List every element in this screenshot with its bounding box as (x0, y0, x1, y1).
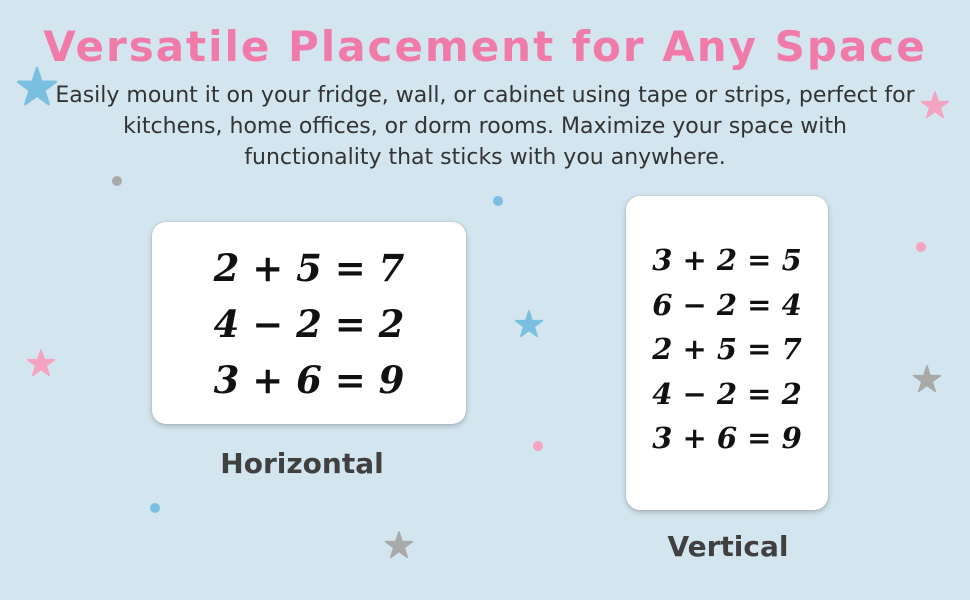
gray-star-icon (914, 366, 941, 391)
equation: 4 − 2 = 2 (213, 302, 405, 346)
blue-dot-icon (493, 196, 503, 206)
equation-list (152, 240, 466, 408)
pink-star-icon (28, 350, 55, 375)
gray-dot-icon (112, 176, 122, 186)
equation: 2 + 5 = 7 (652, 332, 802, 366)
equation: 3 + 2 = 5 (652, 243, 802, 277)
description-text: Easily mount it on your fridge, wall, or cabinet using tape or strips, perfect for kitchens, home offices, or dorm rooms. Maximize your space with functionality that sticks with you anywhere. (55, 83, 915, 170)
blue-dot-icon (150, 503, 160, 513)
equation: 3 + 6 = 9 (213, 358, 405, 402)
vertical-card (626, 196, 828, 510)
horizontal-card (152, 222, 466, 424)
equation: 4 − 2 = 2 (652, 376, 802, 411)
horizontal-caption: Horizontal (220, 447, 384, 480)
blue-star-icon (516, 311, 543, 336)
pink-star-icon (922, 92, 949, 117)
page-title: Versatile Placement for Any Space (43, 22, 927, 71)
vertical-caption: Vertical (667, 530, 789, 563)
pink-dot-icon (533, 441, 543, 451)
equation: 6 − 2 = 4 (652, 287, 802, 322)
equation: 3 + 6 = 9 (652, 421, 802, 455)
equation-list (626, 238, 828, 461)
gray-star-icon (386, 532, 413, 557)
pink-dot-icon (916, 242, 926, 252)
equation: 2 + 5 = 7 (213, 246, 405, 290)
